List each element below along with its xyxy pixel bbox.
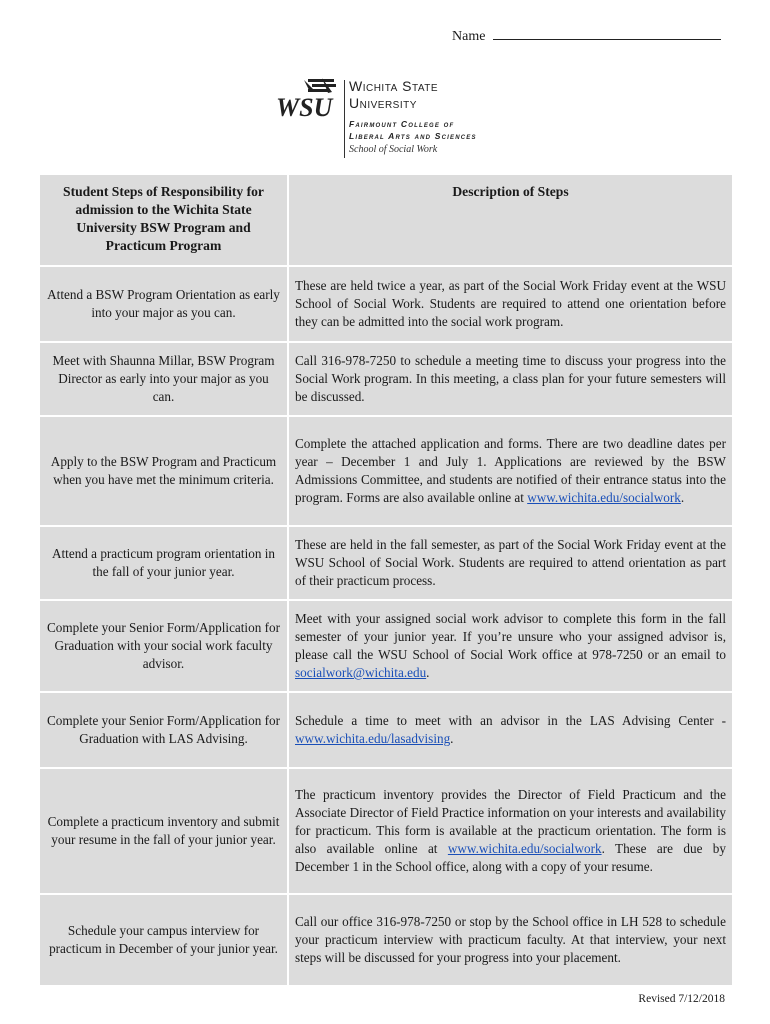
header-steps: Student Steps of Responsibility for admission to the Wichita State University BSW Program and Practicum Program xyxy=(39,174,288,266)
table-row xyxy=(39,266,733,342)
school-name: School of Social Work xyxy=(349,144,438,155)
logo-mark-text: WSU xyxy=(276,93,333,122)
name-field xyxy=(452,28,721,45)
college-line2: Liberal Arts and Sciences xyxy=(349,131,477,141)
wsu-shocker-logo-icon xyxy=(274,76,340,122)
description-suffix: . These are due by December 1 in the School office, along with a copy of your resume. xyxy=(295,841,726,874)
description-cell xyxy=(288,692,733,768)
table-row xyxy=(39,692,733,768)
step-cell: Complete a practicum inventory and submit your resume in the fall of your junior year. xyxy=(39,768,288,894)
wsu-logo xyxy=(274,76,514,162)
description-text: Meet with your assigned social work advisor to complete this form in the fall semester of your junior year. If you’re unsure who your assigned advisor is, please call the WSU School of Social Work office at 978-7250 or an email to xyxy=(295,611,726,662)
step-cell: Apply to the BSW Program and Practicum when you have met the minimum criteria. xyxy=(39,416,288,526)
name-label: Name xyxy=(452,29,486,44)
description-text: Schedule a time to meet with an advisor in the LAS Advising Center - xyxy=(295,713,726,728)
las-advising-link[interactable]: www.wichita.edu/lasadvising xyxy=(295,731,451,746)
socialwork-email-link[interactable]: socialwork@wichita.edu xyxy=(295,665,427,680)
college-line1: Fairmount College of xyxy=(349,119,455,129)
steps-table xyxy=(38,173,734,987)
socialwork-website-link[interactable]: www.wichita.edu/socialwork xyxy=(447,841,602,856)
step-cell: Schedule your campus interview for practicum in December of your junior year. xyxy=(39,894,288,986)
description-cell: These are held in the fall semester, as part of the Social Work Friday event at the WSU School of Social Work. Students are required to attend orientation as part of their practicum process. xyxy=(288,526,733,600)
table-header-row xyxy=(39,174,733,266)
step-cell: Attend a BSW Program Orientation as early into your major as you can. xyxy=(39,266,288,342)
description-cell xyxy=(288,416,733,526)
university-name xyxy=(349,78,438,112)
description-cell: These are held twice a year, as part of the Social Work Friday event at the WSU School of Social Work. Students are required to attend one orientation before they can be admitted into the social work program. xyxy=(288,266,733,342)
step-cell: Attend a practicum program orientation in the fall of your junior year. xyxy=(39,526,288,600)
table-row xyxy=(39,768,733,894)
description-cell xyxy=(288,600,733,692)
college-name xyxy=(349,118,477,142)
table-row xyxy=(39,894,733,986)
header-description: Description of Steps xyxy=(288,174,733,266)
description-cell: Call our office 316-978-7250 or stop by the School office in LH 528 to schedule your practicum interview with practicum faculty. At that interview, your next steps will be discussed for your progress into your placement. xyxy=(288,894,733,986)
university-line1: Wichita State xyxy=(349,78,439,94)
name-blank-line xyxy=(493,28,721,40)
description-cell: Call 316-978-7250 to schedule a meeting time to discuss your progress into the Social Work program. In this meeting, a class plan for your future semesters will be discussed. xyxy=(288,342,733,416)
table-row xyxy=(39,600,733,692)
table-row xyxy=(39,526,733,600)
step-cell: Complete your Senior Form/Application for Graduation with LAS Advising. xyxy=(39,692,288,768)
socialwork-website-link[interactable]: www.wichita.edu/socialwork xyxy=(527,490,681,505)
description-suffix: . xyxy=(450,731,454,746)
revision-date: Revised 7/12/2018 xyxy=(638,993,725,1005)
table-row xyxy=(39,342,733,416)
description-suffix: . xyxy=(680,490,685,505)
description-cell xyxy=(288,768,733,894)
logo-divider xyxy=(344,80,345,158)
description-suffix: . xyxy=(426,665,430,680)
table-row xyxy=(39,416,733,526)
step-cell: Complete your Senior Form/Application for Graduation with your social work faculty advisor. xyxy=(39,600,288,692)
university-line2: University xyxy=(349,95,417,111)
description-text: The practicum inventory provides the Director of Field Practicum and the Associate Director of Field Practice information on your interests and availability for practicum. This form is available at the practicum orientation. The form is also available online at xyxy=(295,787,726,856)
step-cell: Meet with Shaunna Millar, BSW Program Director as early into your major as you can. xyxy=(39,342,288,416)
description-text: Complete the attached application and forms. There are two deadline dates per year – December 1 and July 1. Applications are reviewed by the BSW Admissions Committee, and students are notified of their entrance status into the program. Forms are also available online at xyxy=(295,436,726,505)
